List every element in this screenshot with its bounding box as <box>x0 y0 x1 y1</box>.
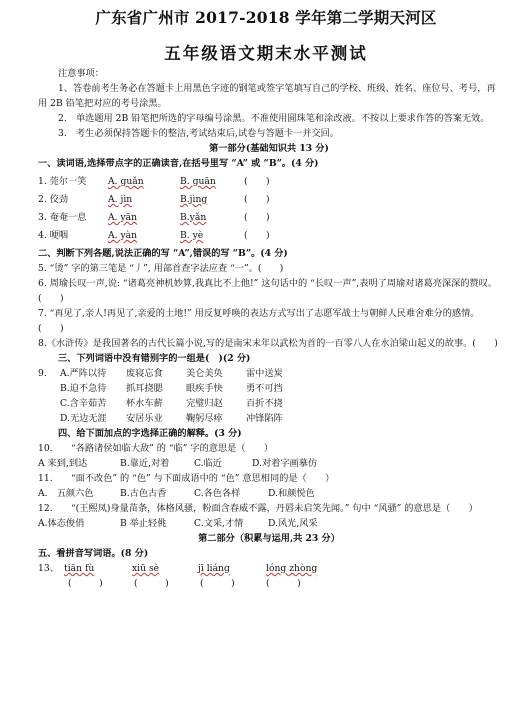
note-2: 2. 单选题用 2B 铅笔把所选的字母编号涂黑。不准使用圆珠笔和涂改液。不按以上要求作答的答案无效。 <box>58 113 490 124</box>
question-4 <box>38 228 500 243</box>
question-5: 5. “烫” 字的第三笔是 “丿”, 用部首查字法应查 “一”。( ) <box>38 263 284 274</box>
option-b: B.靠近,对着 <box>120 458 170 469</box>
question-word: 2. 佼劲 <box>38 194 69 205</box>
option-a: A. jìn <box>108 194 133 205</box>
question-11-options <box>38 486 500 501</box>
option-word: 眼疾手快 <box>186 383 223 394</box>
question-11: 11. “面不改色” 的 “色” 与下面成语中的 “色” 意思相同的是（ ） <box>38 473 335 484</box>
option-b: B.yǎn <box>180 212 207 223</box>
question-3 <box>38 210 500 225</box>
answer-blank[interactable]: ( ) <box>244 212 270 223</box>
option-word: 雷中送炭 <box>246 368 283 379</box>
option-word: 勇不可挡 <box>246 383 283 394</box>
option-word: 废寝忘食 <box>126 368 163 379</box>
option-row-a <box>38 366 500 381</box>
option-word: 安居乐业 <box>126 413 163 424</box>
option-word: D.无边无涯 <box>60 413 107 424</box>
section3-title: 三、下列词语中没有错别字的一组是( )(2 分) <box>58 353 251 364</box>
question-1 <box>38 174 500 189</box>
section4-title: 四、给下面加点的字选择正确的解释。(3 分) <box>58 428 242 439</box>
question-9-options <box>38 366 500 426</box>
option-row-c <box>38 396 500 411</box>
section1-title: 一、读词语,选择带点字的正确读音,在括号里写 “A” 或 “B”。(4 分) <box>38 158 319 169</box>
option-word: A.严阵以待 <box>60 368 107 379</box>
pinyin-row <box>38 561 500 576</box>
answer-blanks-row <box>38 576 500 591</box>
option-word: B.迫不急待 <box>60 383 107 394</box>
option-b: B. yè <box>180 230 204 241</box>
section2-title: 二、判断下列各题,说法正确的写 “A”,错误的写 “B”。(4 分) <box>38 248 288 259</box>
option-d: D.对着字画摹仿 <box>252 458 318 469</box>
option-b: B. guān <box>180 176 216 187</box>
part1-title: 第一部分(基础知识共 13 分) <box>209 143 329 154</box>
option-a: A. guǎn <box>108 176 144 187</box>
option-word: 杯水车薪 <box>126 398 163 409</box>
option-c: C.临近 <box>194 458 222 469</box>
option-a: A.体态俊俏 <box>38 518 85 529</box>
option-b: B 举止轻佻 <box>120 518 167 529</box>
question-12: 12. “(王熙凤)身量苗条，体格风骚，粉面含春威不露，丹唇未启笑先闻。” 句中 “风骚” 的意思是（ ） <box>38 503 478 514</box>
question-8: 8.《水浒传》是我国著名的古代长篇小说,写的是南宋末年以武松为首的一百零八人在水泊梁山起义的故事。( ) <box>38 338 498 349</box>
option-word: C.含辛茹苦 <box>60 398 107 409</box>
part2-title: 第二部分（积累与运用,共 23 分） <box>198 533 340 544</box>
question-12-options <box>38 516 500 531</box>
section5-title: 五、看拼音写词语。(8 分) <box>38 548 149 559</box>
answer-blank[interactable]: ( ) <box>134 578 169 589</box>
option-a: A. yān <box>108 212 138 223</box>
option-b: B.古色古香 <box>120 488 167 499</box>
answer-blank[interactable]: ( ) <box>244 194 270 205</box>
option-c: C.各色各样 <box>194 488 241 499</box>
pinyin-word: jī liáng <box>198 563 230 574</box>
exam-body <box>38 66 500 591</box>
question-10: 10. “各路诸侯如临大敌” 的 “临” 字的意思是（ ） <box>38 443 274 454</box>
answer-blank[interactable]: ( ) <box>200 578 235 589</box>
question-word: 4. 哽咽 <box>38 230 69 241</box>
option-row-b <box>38 381 500 396</box>
section1-rows <box>38 174 500 243</box>
note-3: 3. 考生必须保持答题卡的整洁,考试结束后,试卷与答题卡一并交回。 <box>58 128 340 139</box>
pinyin-word: xiū sè <box>132 563 160 574</box>
option-word: 完璧归赵 <box>186 398 223 409</box>
answer-blank[interactable]: ( ) <box>266 578 301 589</box>
question-word: 3. 奄奄一息 <box>38 212 87 223</box>
exam-subtitle: 五年级语文期末水平测试 <box>164 44 368 63</box>
question-number: 9. <box>38 368 47 379</box>
option-b: B.jìng <box>180 194 208 205</box>
answer-blank[interactable]: ( ) <box>244 176 270 187</box>
question-word: 1. 莞尔一笑 <box>38 176 87 187</box>
option-d: D.和颜悦色 <box>268 488 315 499</box>
option-c: C.文采,才情 <box>194 518 244 529</box>
question-10-options <box>38 456 500 471</box>
pinyin-word: tiān fù <box>64 563 95 574</box>
option-word: 鞠躬尽瘁 <box>186 413 223 424</box>
option-a: A. 五颜六色 <box>38 488 94 499</box>
answer-blank[interactable]: ( ) <box>68 578 103 589</box>
question-number: 13、 <box>38 563 59 574</box>
option-d: D.风光,风采 <box>268 518 318 529</box>
pinyin-word: lóng zhòng <box>266 563 318 574</box>
option-word: 冲锋陷阵 <box>246 413 283 424</box>
option-word: 抓耳挠腮 <box>126 383 163 394</box>
question-7: 7. “再见了,亲人!再见了,亲爱的土地!” 用反复呼唤的表达方式写出了志愿军战士与朝鲜人民难舍难分的感情。( ) <box>38 308 480 334</box>
question-2 <box>38 192 500 207</box>
note-1: 1、答卷前考生务必在答题卡上用黑色字迹的钢笔或签字笔填写自己的学校、班级、姓名、座位号、考号，再用 2B 铅笔把对应的考号涂黑。 <box>38 83 496 109</box>
option-a: A 来到,到达 <box>38 458 88 469</box>
exam-title: 广东省广州市 2017-2018 学年第二学期天河区 <box>95 8 437 27</box>
option-a: A. yàn <box>108 230 138 241</box>
option-row-d <box>38 411 500 426</box>
answer-blank[interactable]: ( ) <box>244 230 270 241</box>
option-word: 百折不挠 <box>246 398 283 409</box>
option-word: 美仑美奂 <box>186 368 223 379</box>
notes-heading: 注意事项： <box>58 68 104 79</box>
question-6: 6. 周瑜长叹一声,说: “诸葛亮神机妙算,我真比不上他!” 这句话中的 “长叹一声”,表明了周瑜对诸葛亮深深的赞叹。( ) <box>38 278 498 304</box>
